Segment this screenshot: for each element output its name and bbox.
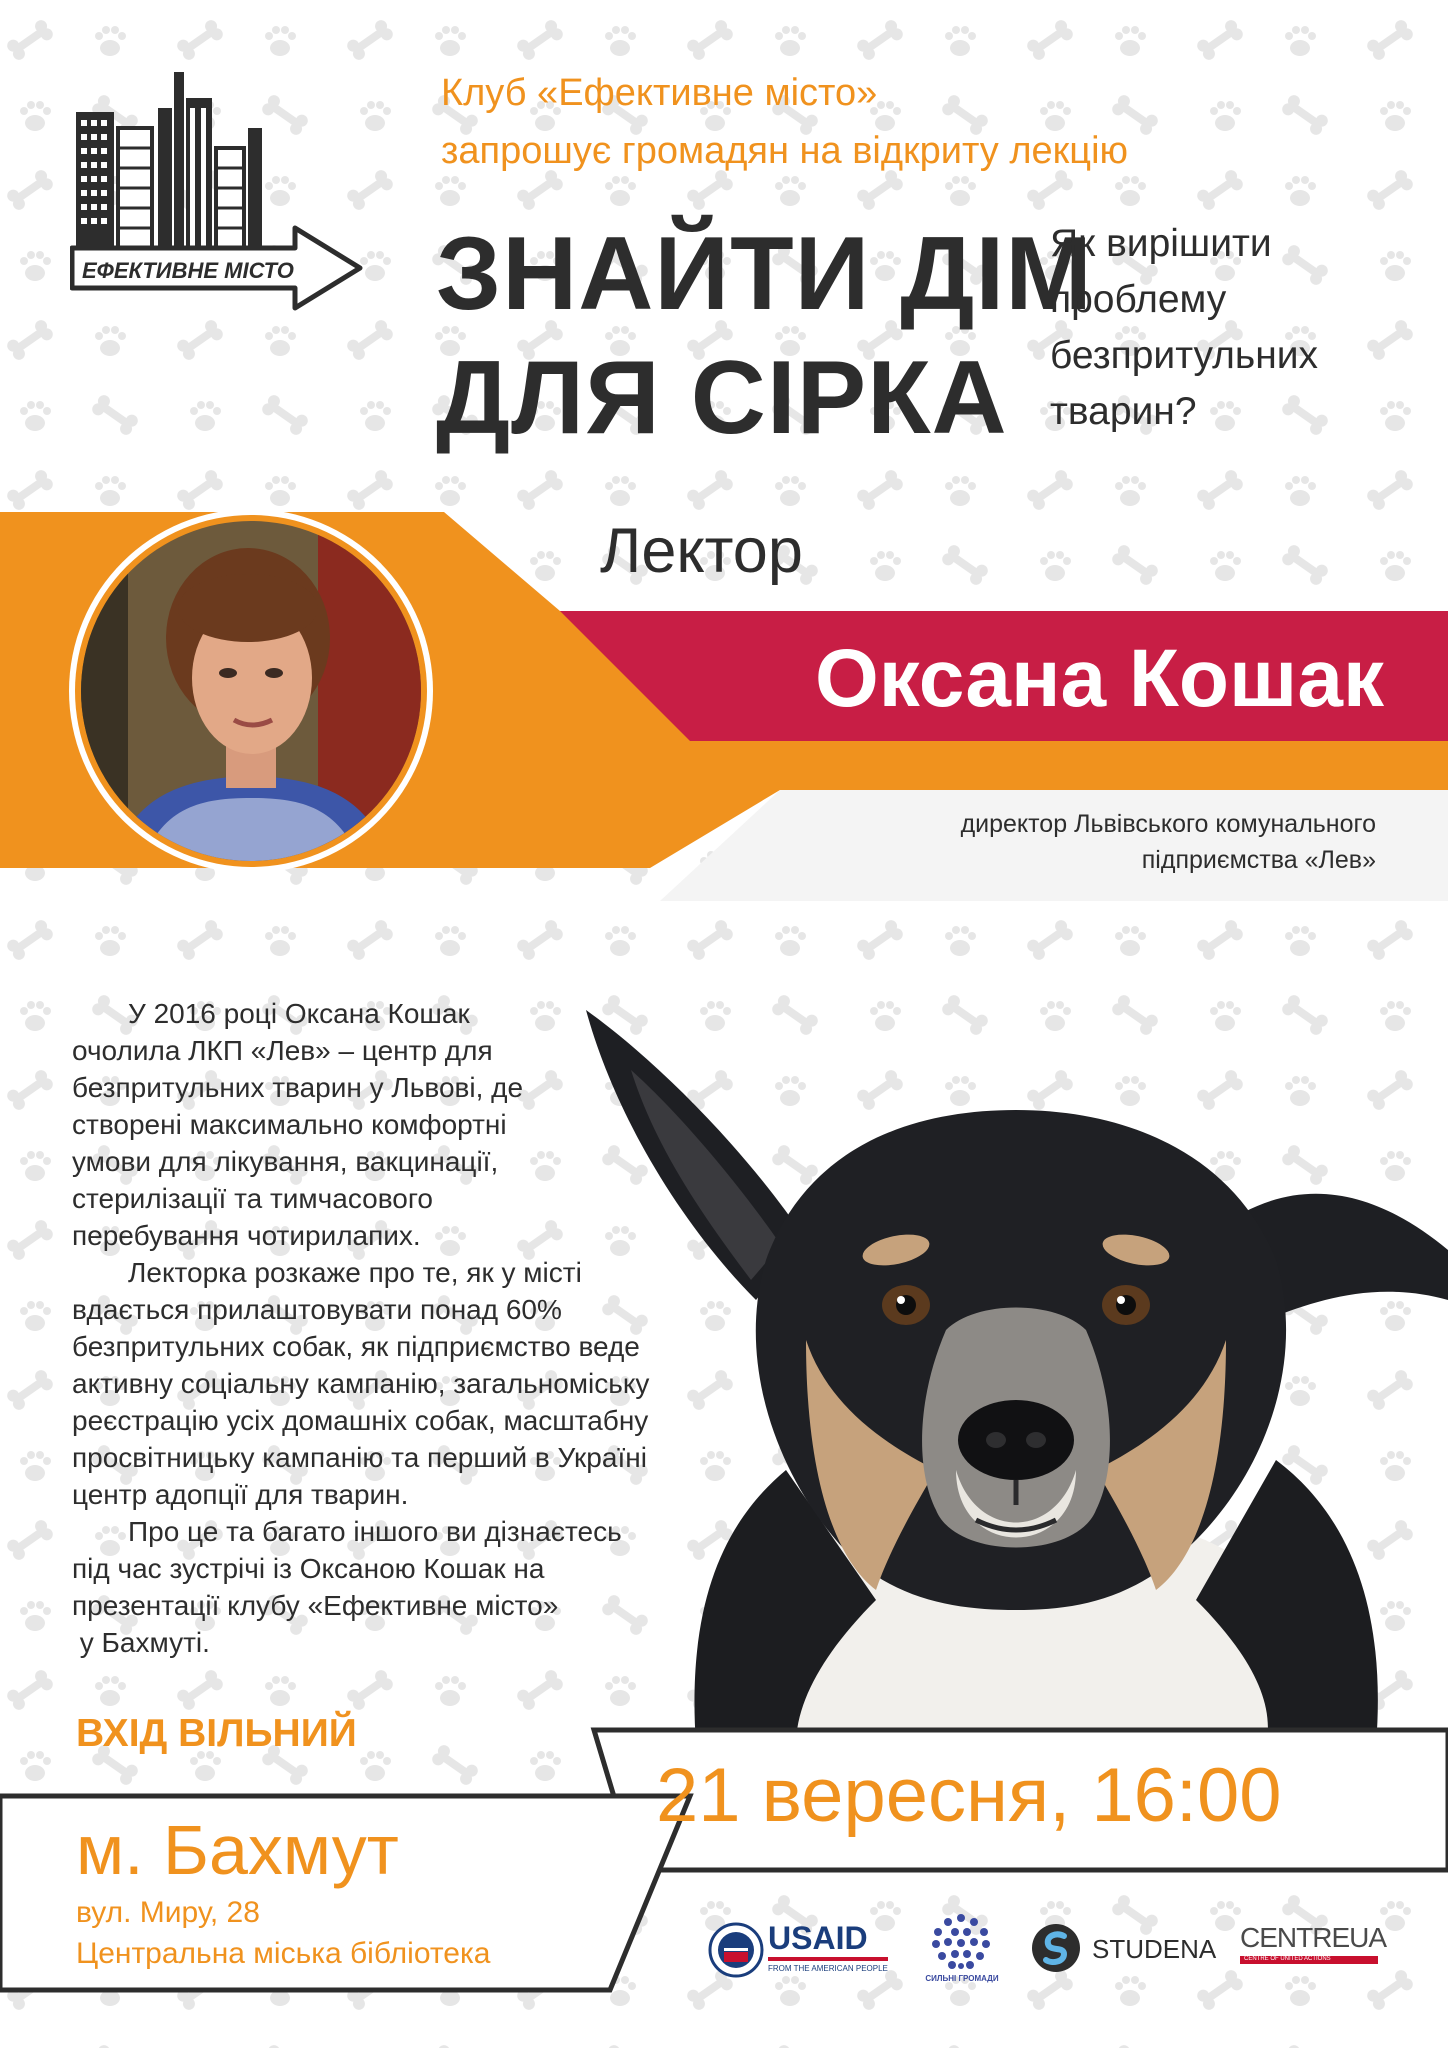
description-line: вдається прилаштовувати понад 60% [72, 1294, 562, 1325]
studena-text: STUDENA [1092, 1934, 1217, 1964]
description-line: активну соціальну кампанію, загальноміську [72, 1368, 650, 1399]
description-line: очолила ЛКП «Лев» – центр для [72, 1035, 493, 1066]
usaid-logo [708, 1920, 890, 1980]
usaid-underline [768, 1957, 888, 1961]
description-line: під час зустрічі із Оксаною Кошак на [72, 1553, 545, 1584]
description-line: перебування чотирилапих. [72, 1220, 421, 1251]
centreua-logo [1240, 1922, 1387, 1978]
description-line: просвітницьку кампанію та перший в Україні [72, 1442, 647, 1473]
event-venue: Центральна міська бібліотека [76, 1937, 491, 1970]
description-line: Лекторка розкаже про те, як у місті [128, 1257, 582, 1288]
logo-text: ЕФЕКТИВНЕ МІСТО [82, 258, 294, 283]
description-line: безпритульних собак, як підприємство веде [72, 1331, 640, 1362]
lector-position-line-1: директор Львівського комунального [960, 810, 1376, 838]
description-line: презентації клубу «Ефективне місто» [72, 1590, 559, 1621]
free-entry-label: ВХІД ВІЛЬНИЙ [76, 1712, 357, 1755]
question-line-3: безпритульних [1050, 334, 1319, 377]
event-date: 21 вересня, 16:00 [656, 1753, 1282, 1838]
centreua-text: CENTREUA [1240, 1922, 1387, 1953]
event-street: вул. Миру, 28 [76, 1896, 260, 1929]
header-line-1: Клуб «Ефективне місто» [441, 72, 878, 114]
description-line: створені максимально комфортні [72, 1109, 507, 1140]
description-line: Про це та багато іншого ви дізнаєтесь [128, 1516, 622, 1547]
lector-label: Лектор [600, 516, 803, 586]
lector-position-line-2: підприємства «Лев» [1141, 846, 1376, 874]
centreua-tagline: CENTRE OF UNITED ACTIONS [1244, 1956, 1331, 1962]
description-line: умови для лікування, вакцинації, [72, 1146, 499, 1177]
usaid-text: USAID [768, 1920, 868, 1956]
description-line: безпритульних тварин у Львові, де [72, 1072, 524, 1103]
title-line-2: ДЛЯ СІРКА [436, 340, 1008, 456]
description-line: стерилізації та тимчасового [72, 1183, 434, 1214]
strong-communities-text: СИЛЬНІ ГРОМАДИ [925, 1974, 999, 1983]
question-line-2: проблему [1050, 278, 1227, 321]
description-line: У 2016 році Оксана Кошак [128, 998, 470, 1029]
usaid-tagline: FROM THE AMERICAN PEOPLE [768, 1964, 888, 1973]
event-city: м. Бахмут [76, 1811, 399, 1889]
strong-communities-logo [922, 1910, 1002, 1990]
lector-name: Оксана Кошак [815, 633, 1384, 724]
question-line-4: тварин? [1050, 390, 1197, 433]
studena-s-icon [1030, 1922, 1082, 1974]
dots-circle-icon [928, 1910, 994, 1972]
description-line: центр адопції для тварин. [72, 1479, 409, 1510]
usaid-seal-icon [708, 1922, 764, 1978]
studena-logo [1030, 1922, 1220, 1978]
question-line-1: Як вирішити [1050, 222, 1272, 265]
title-line-1: ЗНАЙТИ ДІМ [436, 216, 1093, 332]
description-line: у Бахмуті. [72, 1627, 210, 1658]
description-line: реєстрацію усіх домашніх собак, масштабну [72, 1405, 649, 1436]
header-line-2: запрошує громадян на відкриту лекцію [441, 130, 1129, 172]
